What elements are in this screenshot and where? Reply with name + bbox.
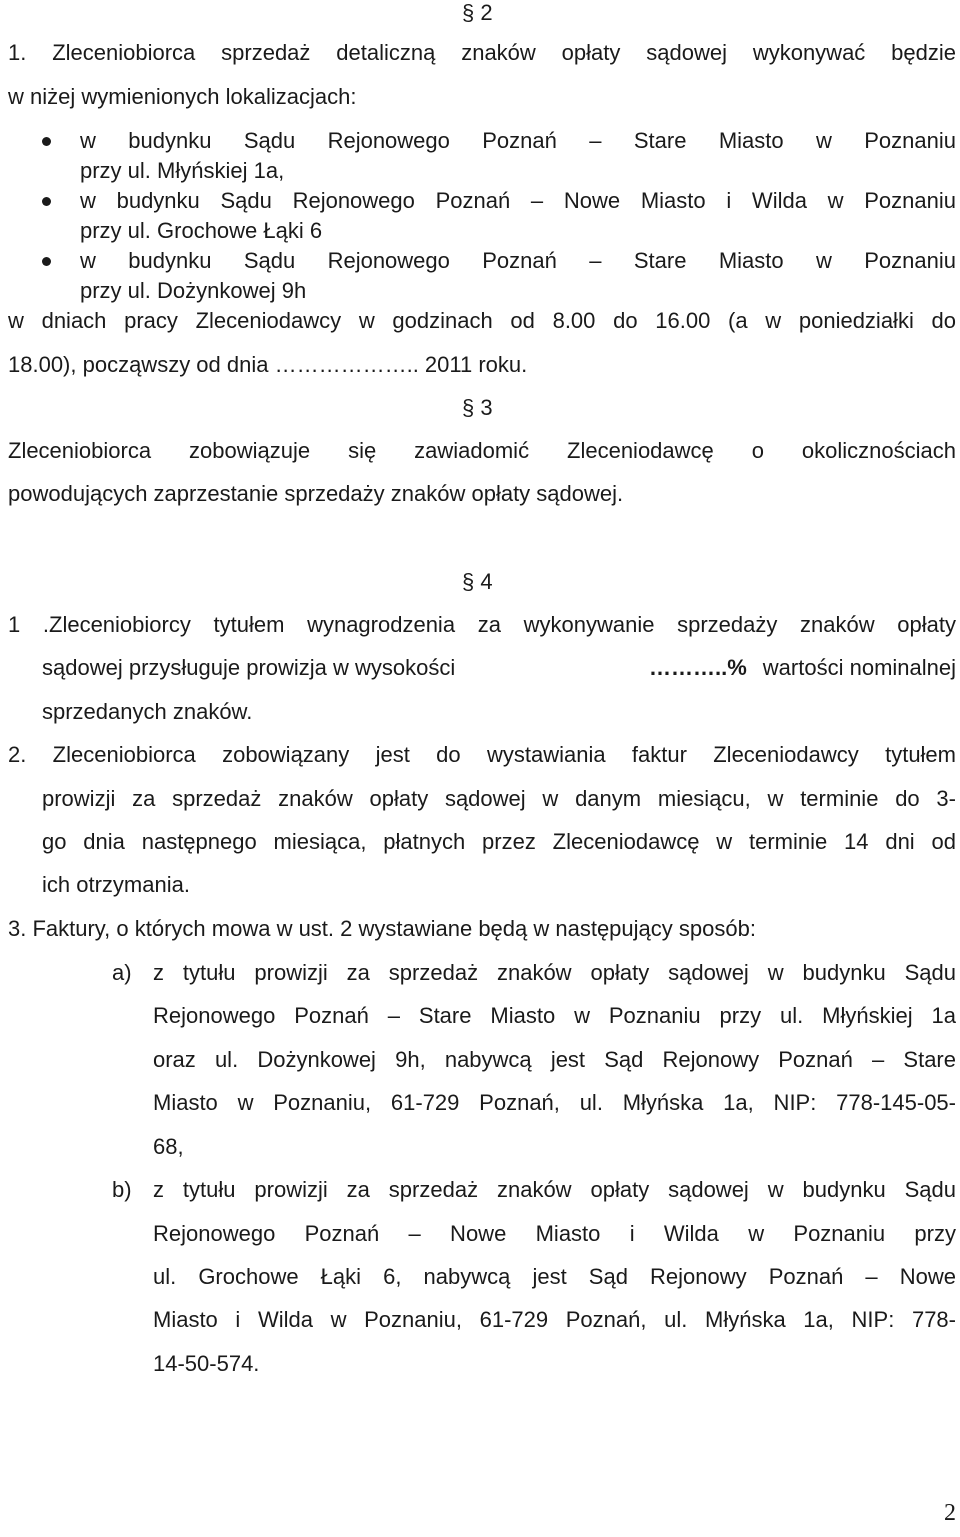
invoice-a-line3: oraz ul. Dożynkowej 9h, nabywcą jest Sąd Rejonowy Poznań – Stare — [153, 1047, 956, 1072]
invoice-b-line3: ul. Grochowe Łąki 6, nabywcą jest Sąd Rejonowy Poznań – Nowe — [153, 1264, 956, 1289]
bullet-icon — [42, 137, 51, 146]
s4-item1-line3: sprzedanych znaków. — [42, 699, 253, 724]
section-2-heading: § 2 — [462, 0, 493, 25]
bullet-icon — [42, 257, 51, 266]
s4-item2-line2: prowizji za sprzedaż znaków opłaty sądowej w danym miesiącu, w terminie do 3- — [42, 786, 956, 811]
s4-item3-line1: 3. Faktury, o których mowa w ust. 2 wystawiane będą w następujący sposób: — [8, 916, 756, 941]
location-2-line2: przy ul. Grochowe Łąki 6 — [80, 218, 323, 243]
s4-item1-line2 — [42, 655, 956, 681]
hours-line1: w dniach pracy Zleceniodawcy w godzinach od 8.00 do 16.00 (a w poniedziałki do — [8, 308, 956, 333]
page-number: 2 — [944, 1500, 956, 1526]
s2-item1-line1: 1. Zleceniobiorca sprzedaż detaliczną znaków opłaty sądowej wykonywać będzie — [8, 40, 956, 65]
hours-line2: 18.00), począwszy od dnia ……………….. 2011 roku. — [8, 352, 528, 377]
s2-item1-line2: w niżej wymienionych lokalizacjach: — [8, 84, 357, 109]
commission-percent-placeholder: ………..% — [649, 655, 747, 680]
s4-item2-line4: ich otrzymania. — [42, 872, 190, 897]
invoice-b-line1: z tytułu prowizji za sprzedaż znaków opłaty sądowej w budynku Sądu — [153, 1177, 956, 1202]
s4-item1-line2-part-a: sądowej przysługuje prowizja w wysokości — [42, 655, 456, 680]
location-3-line1: w budynku Sądu Rejonowego Poznań – Stare Miasto w Poznaniu — [80, 248, 956, 273]
invoice-a-line1: z tytułu prowizji za sprzedaż znaków opłaty sądowej w budynku Sądu — [153, 960, 956, 985]
s3-line2: powodujących zaprzestanie sprzedaży znaków opłaty sądowej. — [8, 481, 624, 506]
invoice-b-line5: 14-50-574. — [153, 1351, 260, 1376]
s4-item2-line3: go dnia następnego miesiąca, płatnych przez Zleceniodawcę w terminie 14 dni od — [42, 829, 956, 854]
invoice-b-line4: Miasto i Wilda w Poznaniu, 61-729 Poznań, ul. Młyńska 1a, NIP: 778- — [153, 1307, 956, 1332]
s3-line1: Zleceniobiorca zobowiązuje się zawiadomić Zleceniodawcę o okolicznościach — [8, 438, 956, 463]
location-1-line2: przy ul. Młyńskiej 1a, — [80, 158, 285, 183]
location-2-line1: w budynku Sądu Rejonowego Poznań – Nowe Miasto i Wilda w Poznaniu — [80, 188, 956, 213]
invoice-a-line2: Rejonowego Poznań – Stare Miasto w Poznaniu przy ul. Młyńskiej 1a — [153, 1003, 956, 1028]
bullet-icon — [42, 197, 51, 206]
invoice-a-label: a) — [112, 960, 132, 985]
section-4-heading: § 4 — [462, 569, 493, 594]
invoice-a-line5: 68, — [153, 1134, 184, 1159]
invoice-b-line2: Rejonowego Poznań – Nowe Miasto i Wilda w Poznaniu przy — [153, 1221, 956, 1246]
location-1-line1: w budynku Sądu Rejonowego Poznań – Stare Miasto w Poznaniu — [80, 128, 956, 153]
location-3-line2: przy ul. Dożynkowej 9h — [80, 278, 307, 303]
s4-item2-line1: 2. Zleceniobiorca zobowiązany jest do wystawiania faktur Zleceniodawcy tytułem — [8, 742, 956, 767]
s4-item1-line2-part-c: wartości nominalnej — [762, 655, 956, 680]
invoice-b-label: b) — [112, 1177, 132, 1202]
invoice-a-line4: Miasto w Poznaniu, 61-729 Poznań, ul. Młyńska 1a, NIP: 778-145-05- — [153, 1090, 956, 1115]
section-3-heading: § 3 — [462, 395, 493, 420]
s4-item1-line1: 1 .Zleceniobiorcy tytułem wynagrodzenia za wykonywanie sprzedaży znaków opłaty — [8, 612, 956, 637]
